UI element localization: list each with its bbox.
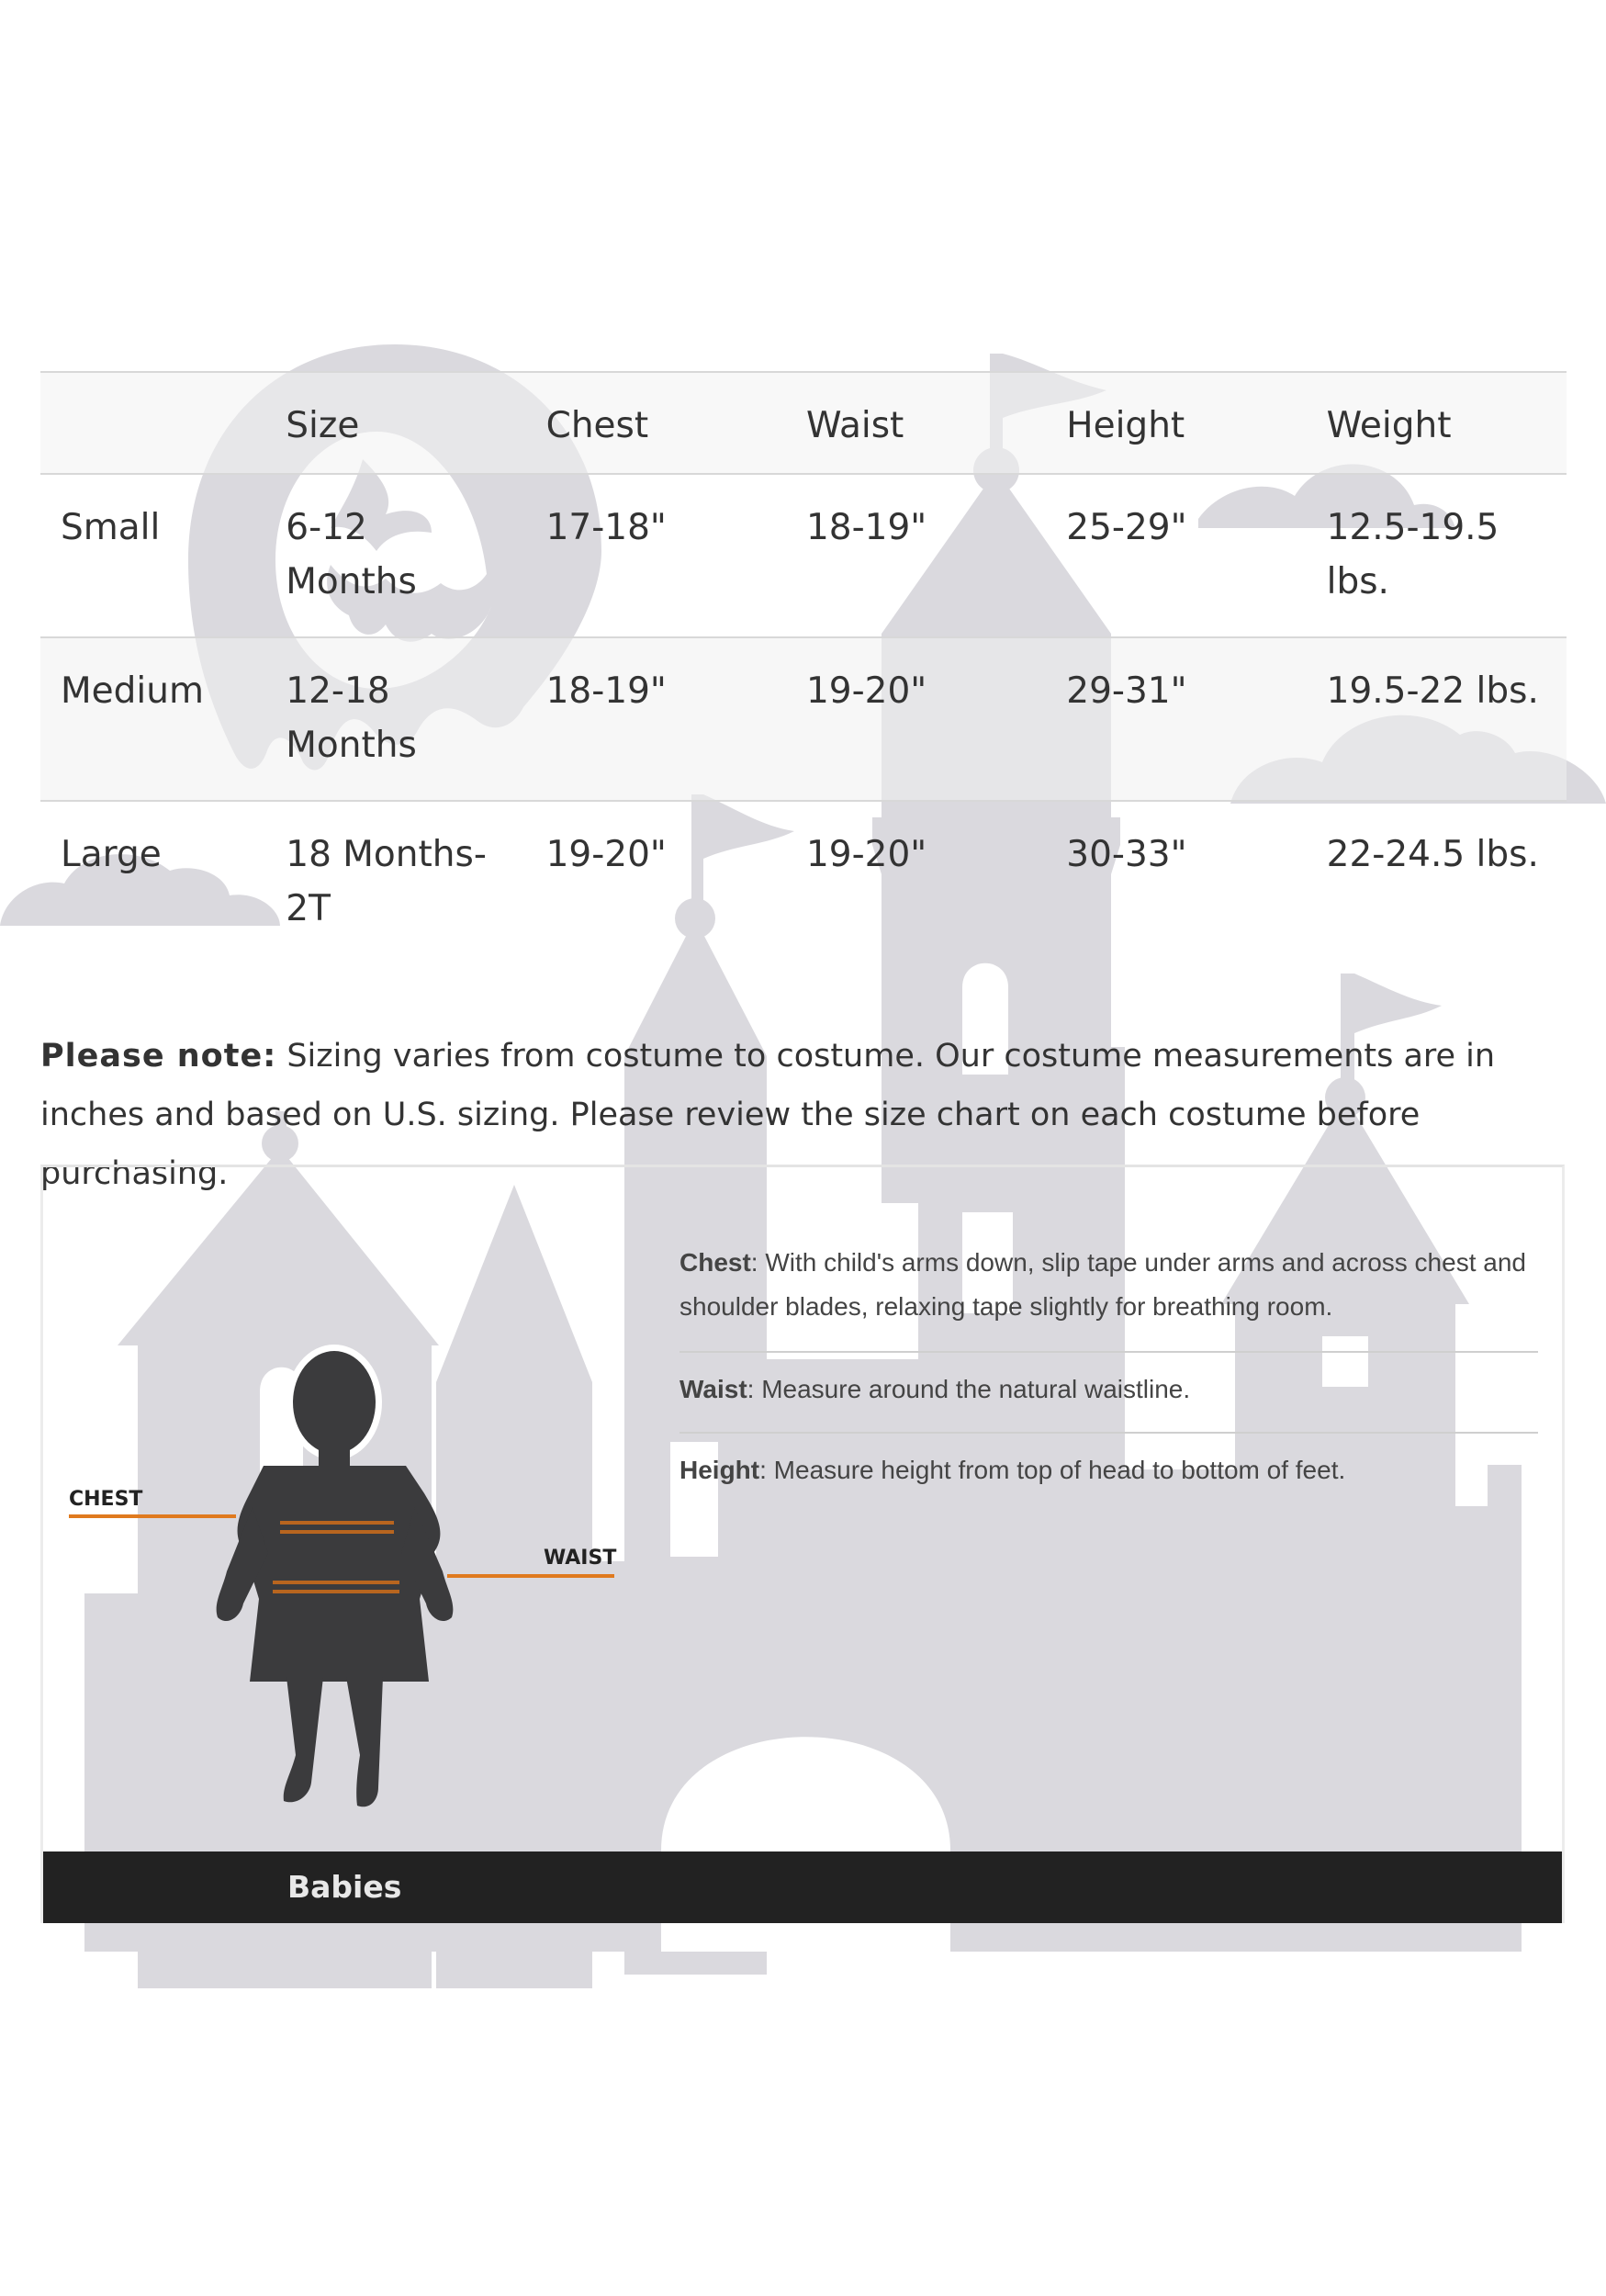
chest-cell: 18-19" [545,670,667,712]
header-cell-weight: Weight [1326,405,1452,446]
measurement-instructions [679,1241,1538,1492]
instruction-term: Waist [679,1375,747,1403]
instruction-text: : Measure height from top of head to bottom of feet. [759,1456,1346,1484]
category-bar [43,1851,1562,1923]
header-cell-height: Height [1066,405,1185,446]
size-chart-table [40,371,1567,963]
table-row [40,474,1567,637]
weight-cell: 22-24.5 lbs. [1326,834,1539,875]
instruction-term: Chest [679,1248,751,1277]
note-label: Please note: [40,1038,277,1075]
measurement-guide [40,1165,1565,1923]
table-row [40,637,1567,801]
weight-cell: 12.5-19.5 lbs. [1326,507,1499,602]
header-cell-waist: Waist [805,405,904,446]
waist-cell: 18-19" [805,507,927,548]
header-cell [40,372,265,474]
category-label: Babies [287,1869,402,1905]
note-text: Sizing varies from costume to costume. Our costume measurements are in inches and based on U.S. sizing. Please review the size chart on each costume before purchasing. [40,1038,1496,1192]
height-cell: 25-29" [1066,507,1187,548]
height-cell: 30-33" [1066,834,1187,875]
chest-cell: 19-20" [545,834,667,875]
chest-cell: 17-18" [545,507,667,548]
table-row [40,801,1567,963]
weight-cell: 19.5-22 lbs. [1326,670,1539,712]
size-cell: 12-18 Months [286,670,417,766]
row-label: Small [61,507,161,548]
instruction-text: : With child's arms down, slip tape under arms and across chest and shoulder blades, relaxing tape slightly for breathing room. [679,1248,1526,1321]
header-cell-size: Size [286,405,360,446]
chest-label: CHEST [69,1488,143,1511]
waist-label: WAIST [544,1547,617,1570]
header-cell-chest: Chest [545,405,649,446]
size-cell: 6-12 Months [286,507,417,602]
baby-silhouette-illustration [43,1167,686,1865]
instruction-height [679,1434,1538,1492]
instruction-waist [679,1353,1538,1434]
instruction-term: Height [679,1456,760,1484]
height-cell: 29-31" [1066,670,1187,712]
waist-cell: 19-20" [805,834,927,875]
instruction-text: : Measure around the natural waistline. [747,1375,1191,1403]
size-cell: 18 Months-2T [286,834,487,929]
waist-cell: 19-20" [805,670,927,712]
table-header-row [40,372,1567,474]
row-label: Large [61,834,162,875]
row-label: Medium [61,670,204,712]
instruction-chest [679,1241,1538,1353]
